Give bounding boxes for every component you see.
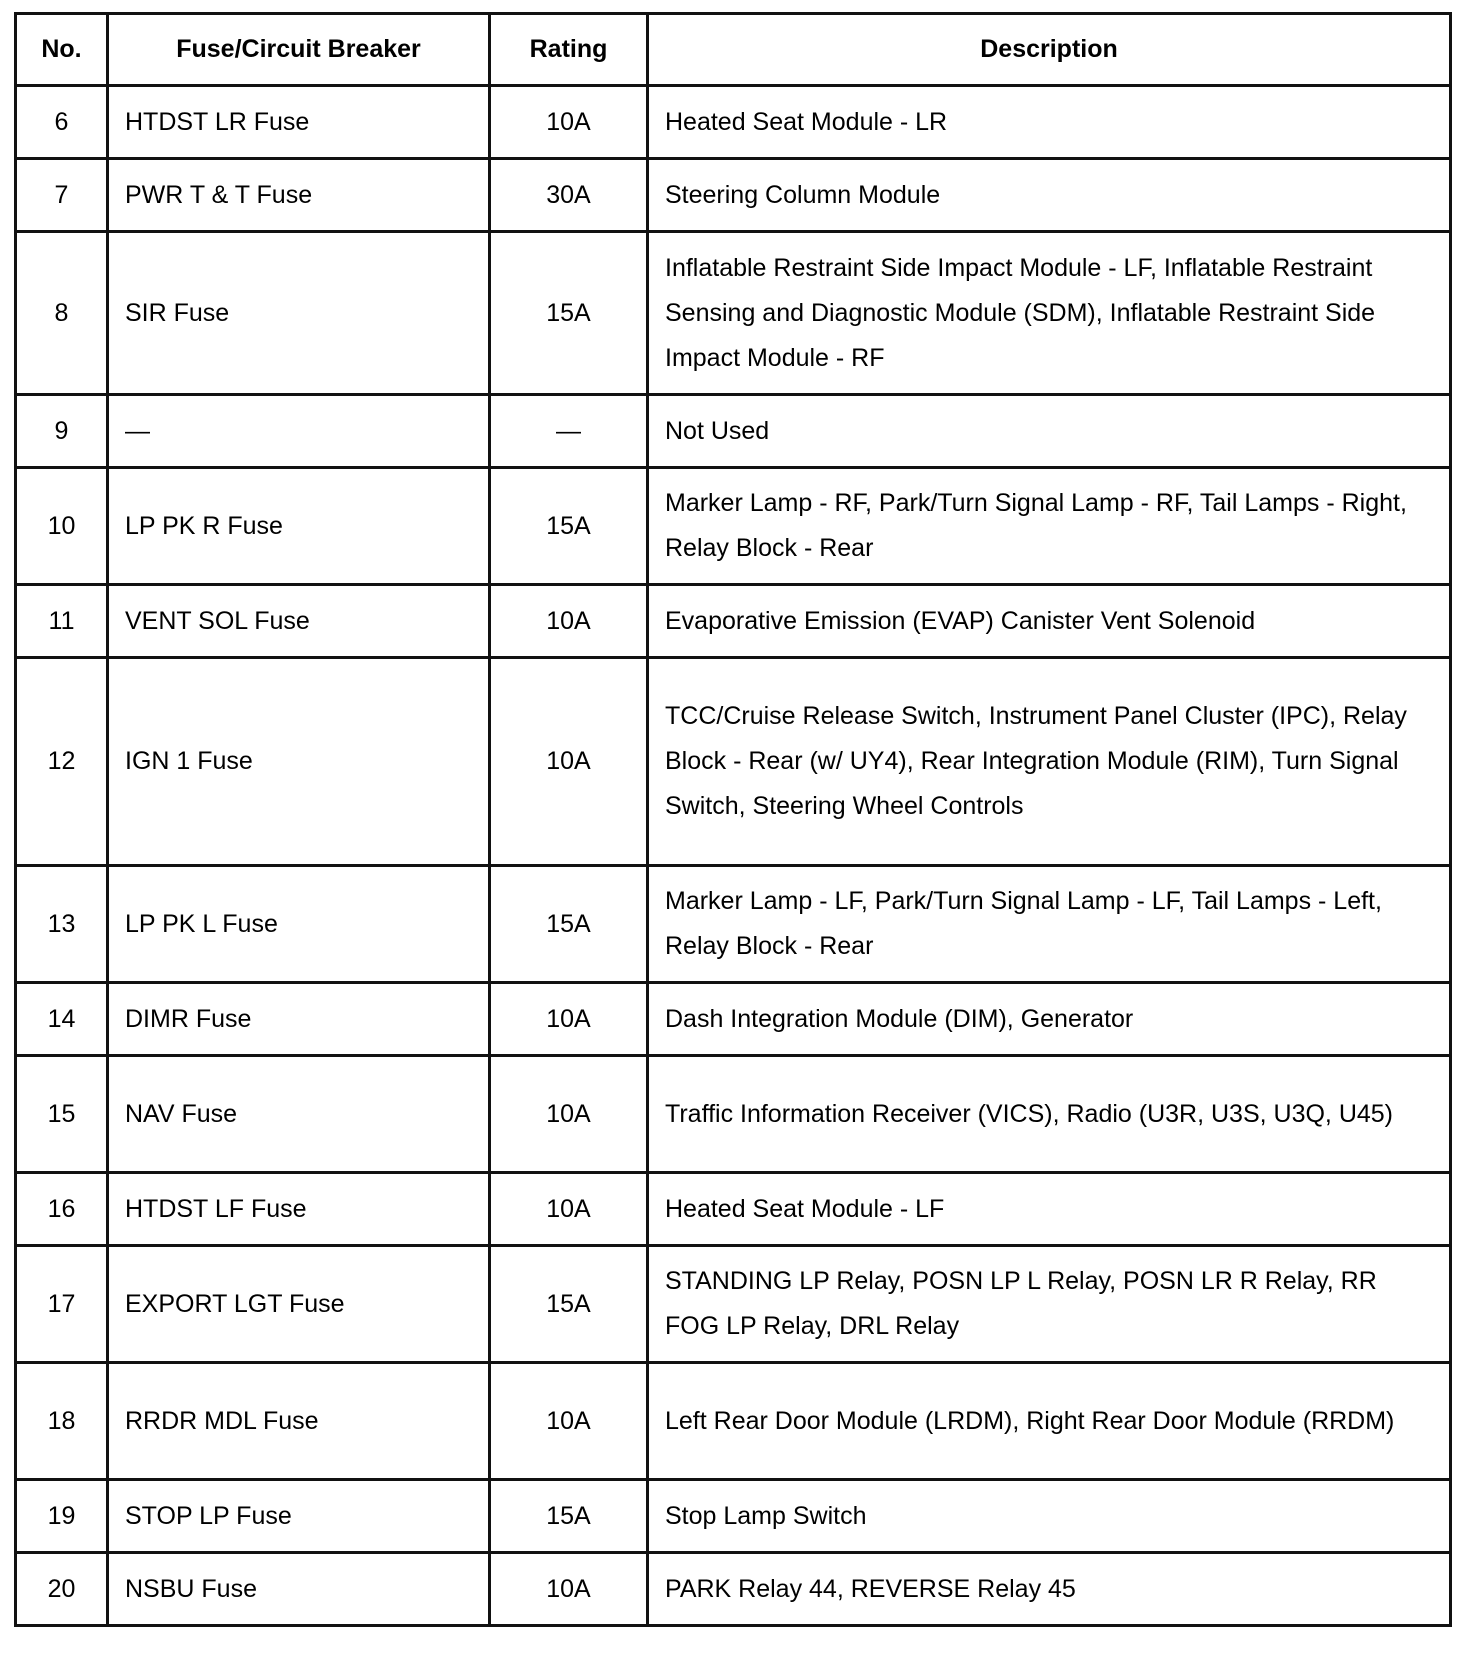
table-row	[16, 395, 1451, 468]
header-no: No.	[16, 14, 108, 86]
cell-rating: 30A	[490, 159, 648, 232]
cell-rating: 10A	[490, 1553, 648, 1626]
cell-rating: 10A	[490, 86, 648, 159]
cell-rating: 15A	[490, 232, 648, 395]
cell-description: Heated Seat Module - LR	[648, 86, 1451, 159]
table-row	[16, 1480, 1451, 1553]
cell-rating: —	[490, 395, 648, 468]
cell-description: PARK Relay 44, REVERSE Relay 45	[648, 1553, 1451, 1626]
cell-rating: 10A	[490, 585, 648, 658]
cell-rating: 15A	[490, 866, 648, 983]
cell-description: STANDING LP Relay, POSN LP L Relay, POSN LR R Relay, RR FOG LP Relay, DRL Relay	[648, 1246, 1451, 1363]
table-row	[16, 866, 1451, 983]
cell-description: Marker Lamp - RF, Park/Turn Signal Lamp - RF, Tail Lamps - Right, Relay Block - Rear	[648, 468, 1451, 585]
header-rating: Rating	[490, 14, 648, 86]
table-row	[16, 1173, 1451, 1246]
cell-fuse: SIR Fuse	[108, 232, 490, 395]
cell-description: TCC/Cruise Release Switch, Instrument Panel Cluster (IPC), Relay Block - Rear (w/ UY4), Rear Integration Module (RIM), Turn Signal Switch, Steering Wheel Controls	[648, 658, 1451, 866]
cell-description: Traffic Information Receiver (VICS), Radio (U3R, U3S, U3Q, U45)	[648, 1056, 1451, 1173]
cell-no: 10	[16, 468, 108, 585]
cell-no: 12	[16, 658, 108, 866]
cell-rating: 10A	[490, 1173, 648, 1246]
cell-no: 17	[16, 1246, 108, 1363]
header-row	[16, 14, 1451, 86]
cell-description: Heated Seat Module - LF	[648, 1173, 1451, 1246]
cell-fuse: PWR T & T Fuse	[108, 159, 490, 232]
header-description: Description	[648, 14, 1451, 86]
table-row	[16, 232, 1451, 395]
cell-description: Not Used	[648, 395, 1451, 468]
cell-fuse: NSBU Fuse	[108, 1553, 490, 1626]
table-row	[16, 585, 1451, 658]
table-row	[16, 159, 1451, 232]
cell-description: Inflatable Restraint Side Impact Module - LF, Inflatable Restraint Sensing and Diagnostic Module (SDM), Inflatable Restraint Side Impact Module - RF	[648, 232, 1451, 395]
cell-fuse: VENT SOL Fuse	[108, 585, 490, 658]
cell-fuse: NAV Fuse	[108, 1056, 490, 1173]
cell-no: 14	[16, 983, 108, 1056]
cell-no: 19	[16, 1480, 108, 1553]
cell-description: Stop Lamp Switch	[648, 1480, 1451, 1553]
table-row	[16, 983, 1451, 1056]
cell-fuse: HTDST LR Fuse	[108, 86, 490, 159]
cell-no: 8	[16, 232, 108, 395]
cell-rating: 10A	[490, 1056, 648, 1173]
cell-no: 13	[16, 866, 108, 983]
table-row	[16, 1363, 1451, 1480]
fuse-table	[14, 12, 1452, 1627]
header-fuse: Fuse/Circuit Breaker	[108, 14, 490, 86]
cell-no: 15	[16, 1056, 108, 1173]
cell-no: 16	[16, 1173, 108, 1246]
table-row	[16, 1553, 1451, 1626]
cell-rating: 15A	[490, 1480, 648, 1553]
cell-description: Marker Lamp - LF, Park/Turn Signal Lamp - LF, Tail Lamps - Left, Relay Block - Rear	[648, 866, 1451, 983]
table-row	[16, 86, 1451, 159]
cell-rating: 15A	[490, 468, 648, 585]
cell-no: 7	[16, 159, 108, 232]
cell-description: Dash Integration Module (DIM), Generator	[648, 983, 1451, 1056]
cell-rating: 10A	[490, 1363, 648, 1480]
table-row	[16, 468, 1451, 585]
cell-description: Left Rear Door Module (LRDM), Right Rear Door Module (RRDM)	[648, 1363, 1451, 1480]
cell-rating: 15A	[490, 1246, 648, 1363]
cell-description: Steering Column Module	[648, 159, 1451, 232]
cell-rating: 10A	[490, 983, 648, 1056]
cell-no: 6	[16, 86, 108, 159]
cell-no: 20	[16, 1553, 108, 1626]
cell-fuse: STOP LP Fuse	[108, 1480, 490, 1553]
cell-fuse: —	[108, 395, 490, 468]
cell-rating: 10A	[490, 658, 648, 866]
cell-fuse: RRDR MDL Fuse	[108, 1363, 490, 1480]
cell-fuse: DIMR Fuse	[108, 983, 490, 1056]
cell-fuse: LP PK L Fuse	[108, 866, 490, 983]
cell-fuse: IGN 1 Fuse	[108, 658, 490, 866]
cell-fuse: LP PK R Fuse	[108, 468, 490, 585]
cell-fuse: EXPORT LGT Fuse	[108, 1246, 490, 1363]
cell-no: 18	[16, 1363, 108, 1480]
cell-fuse: HTDST LF Fuse	[108, 1173, 490, 1246]
cell-no: 11	[16, 585, 108, 658]
table-row	[16, 658, 1451, 866]
cell-description: Evaporative Emission (EVAP) Canister Vent Solenoid	[648, 585, 1451, 658]
table-row	[16, 1056, 1451, 1173]
cell-no: 9	[16, 395, 108, 468]
table-row	[16, 1246, 1451, 1363]
